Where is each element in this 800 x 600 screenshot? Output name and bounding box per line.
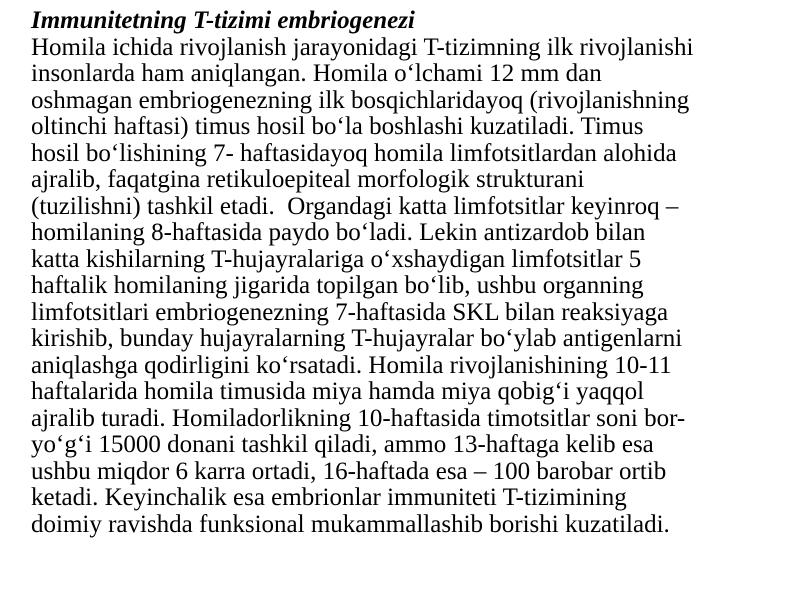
body-paragraph <box>31 35 781 539</box>
text-line: yo‘g‘i 15000 donani tashkil qiladi, ammo 13-haftaga kelib esa <box>31 431 654 458</box>
text-line: katta kishilarning T-hujayralariga o‘xshaydigan limfotsitlar 5 <box>31 245 642 273</box>
text-line: limfotsitlari embriogenezning 7-haftasida SKL bilan reaksiyaga <box>31 298 669 326</box>
text-line: aniqlashga qodirligini ko‘rsatadi. Homila rivojlanishining 10-11 <box>31 351 672 379</box>
text-line: oltinchi haftasi) timus hosil bo‘la boshlashi kuzatiladi. Timus <box>31 113 644 140</box>
text-line: oshmagan embriogenezning ilk bosqichlaridayoq (rivojlanishning <box>31 86 690 114</box>
text-line: homilaning 8-haftasida paydo bo‘ladi. Lekin antizardob bilan <box>31 219 646 246</box>
text-line: ketadi. Keyinchalik esa embrionlar immuniteti T-tizimining <box>31 484 627 511</box>
document-page <box>31 8 781 538</box>
text-line: ajralib turadi. Homiladorlikning 10-haftasida timotsitlar soni bor- <box>31 404 686 432</box>
text-line: (tuzilishni) tashkil etadi. Organdagi katta limfotsitlar keyinroq – <box>31 192 679 220</box>
section-heading: Immunitetning T-tizimi embriogenezi <box>31 7 415 34</box>
text-line: ushbu miqdor 6 karra ortadi, 16-haftada esa – 100 barobar ortib <box>31 457 667 485</box>
text-line: doimiy ravishda funksional mukammallashib borishi kuzatiladi. <box>31 510 670 538</box>
text-line: haftalarida homila timusida miya hamda miya qobig‘i yaqqol <box>31 378 645 405</box>
text-line: Homila ichida rivojlanish jarayonidagi T-tizimning ilk rivojlanishi <box>31 33 694 61</box>
text-line: insonlarda ham aniqlangan. Homila o‘lchami 12 mm dan <box>31 60 602 87</box>
text-line: kirishib, bunday hujayralarning T-hujayralar bo‘ylab antigenlarni <box>31 325 683 352</box>
text-line: ajralib, faqatgina retikuloepiteal morfologik strukturani <box>31 166 585 193</box>
text-line: haftalik homilaning jigarida topilgan bo‘lib, ushbu organning <box>31 272 644 299</box>
text-line: hosil bo‘lishining 7- haftasidayoq homila limfotsitlardan alohida <box>31 139 677 167</box>
